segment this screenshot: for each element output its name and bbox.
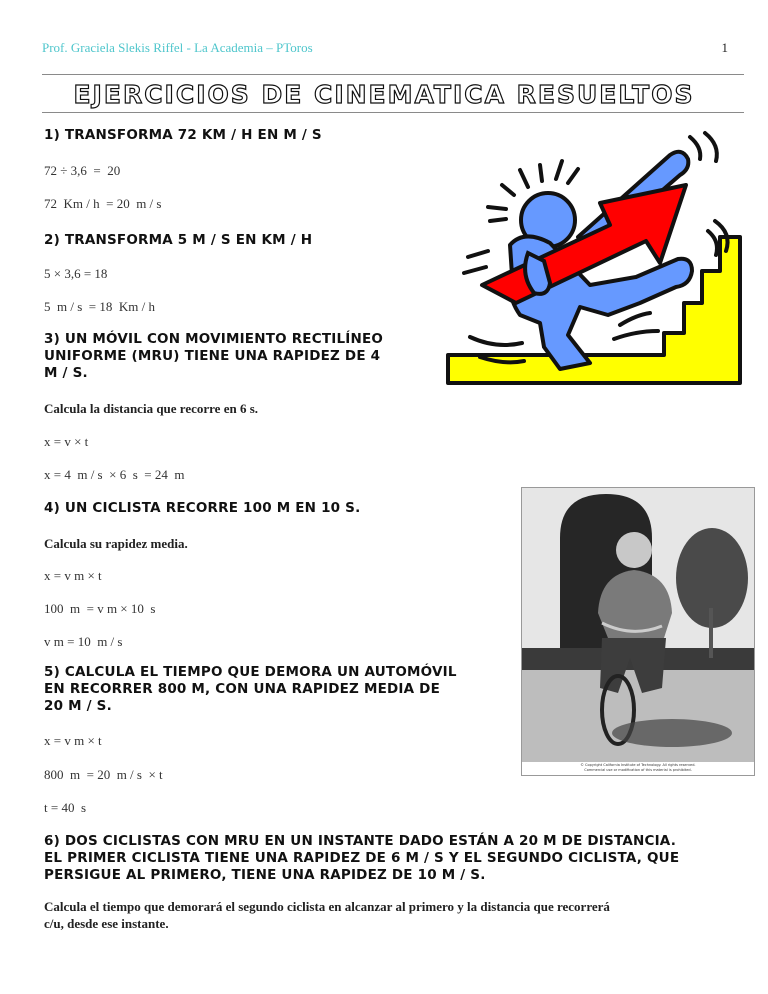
- top-rule: [42, 74, 744, 75]
- exercise-5-line: t = 40 s: [44, 800, 87, 815]
- exercise-5-line: x = v m × t: [44, 733, 102, 748]
- exercise-6-heading: [44, 833, 679, 884]
- exercise-4-question: Calcula su rapidez media.: [44, 536, 188, 551]
- heading-line: EL PRIMER CICLISTA TIENE UNA RAPIDEZ DE 6 M / S Y EL SEGUNDO CICLISTA, QUE: [44, 850, 680, 866]
- exercise-3-heading: [44, 331, 383, 382]
- exercise-5-line: 800 m = 20 m / s × t: [44, 767, 163, 782]
- exercise-2-line: 5 × 3,6 = 18: [44, 266, 108, 281]
- exercise-3-question: Calcula la distancia que recorre en 6 s.: [44, 401, 259, 416]
- page-title: EJERCICIOS DE CINEMATICA RESUELTOS: [73, 80, 695, 109]
- exercise-1-line: 72 Km / h = 20 m / s: [44, 196, 162, 211]
- copyright-line: Commercial use or modification of this material is prohibited.: [584, 768, 692, 772]
- exercise-1-line: 72 ÷ 3,6 = 20: [44, 163, 121, 178]
- heading-line: UNIFORME (MRU) TIENE UNA RAPIDEZ DE 4: [44, 348, 381, 364]
- question-line: Calcula el tiempo que demorará el segundo ciclista en alcanzar al primero y la distancia que recorrerá: [44, 899, 610, 914]
- exercise-1-heading: 1) TRANSFORMA 72 KM / H EN M / S: [44, 127, 322, 143]
- exercise-2-line: 5 m / s = 18 Km / h: [44, 299, 155, 314]
- exercise-4-line: 100 m = v m × 10 s: [44, 601, 156, 616]
- header-author: Prof. Graciela Slekis Riffel - La Academia – PToros: [42, 40, 313, 55]
- page-number: 1: [721, 40, 728, 55]
- exercise-3-line: x = v × t: [44, 434, 89, 449]
- question-line: c/u, desde ese instante.: [44, 916, 169, 931]
- heading-line: 6) DOS CICLISTAS CON MRU EN UN INSTANTE DADO ESTÁN A 20 M DE DISTANCIA.: [44, 833, 677, 849]
- exercise-4-line: x = v m × t: [44, 568, 102, 583]
- heading-line: 5) CALCULA EL TIEMPO QUE DEMORA UN AUTOMÓVIL: [44, 664, 457, 680]
- bicycle-photo: [521, 487, 755, 776]
- heading-line: 20 M / S.: [44, 698, 112, 714]
- exercise-2-heading: 2) TRANSFORMA 5 M / S EN KM / H: [44, 232, 313, 248]
- copyright-line: © Copyright California Institute of Technology. All rights reserved.: [580, 763, 696, 767]
- exercise-4-line: v m = 10 m / s: [44, 634, 123, 649]
- heading-line: M / S.: [44, 365, 88, 381]
- exercise-5-heading: [44, 664, 457, 715]
- exercise-3-line: x = 4 m / s × 6 s = 24 m: [44, 467, 185, 482]
- title-rule: [42, 112, 744, 113]
- heading-line: EN RECORRER 800 M, CON UNA RAPIDEZ MEDIA DE: [44, 681, 440, 697]
- clipart-arrow-stairs-image: [440, 125, 745, 393]
- exercise-6-question: [44, 898, 610, 932]
- exercise-4-heading: 4) UN CICLISTA RECORRE 100 M EN 10 S.: [44, 500, 361, 516]
- heading-line: 3) UN MÓVIL CON MOVIMIENTO RECTILÍNEO: [44, 331, 384, 347]
- heading-line: PERSIGUE AL PRIMERO, TIENE UNA RAPIDEZ DE 10 M / S.: [44, 867, 486, 883]
- photo-copyright: [522, 762, 754, 775]
